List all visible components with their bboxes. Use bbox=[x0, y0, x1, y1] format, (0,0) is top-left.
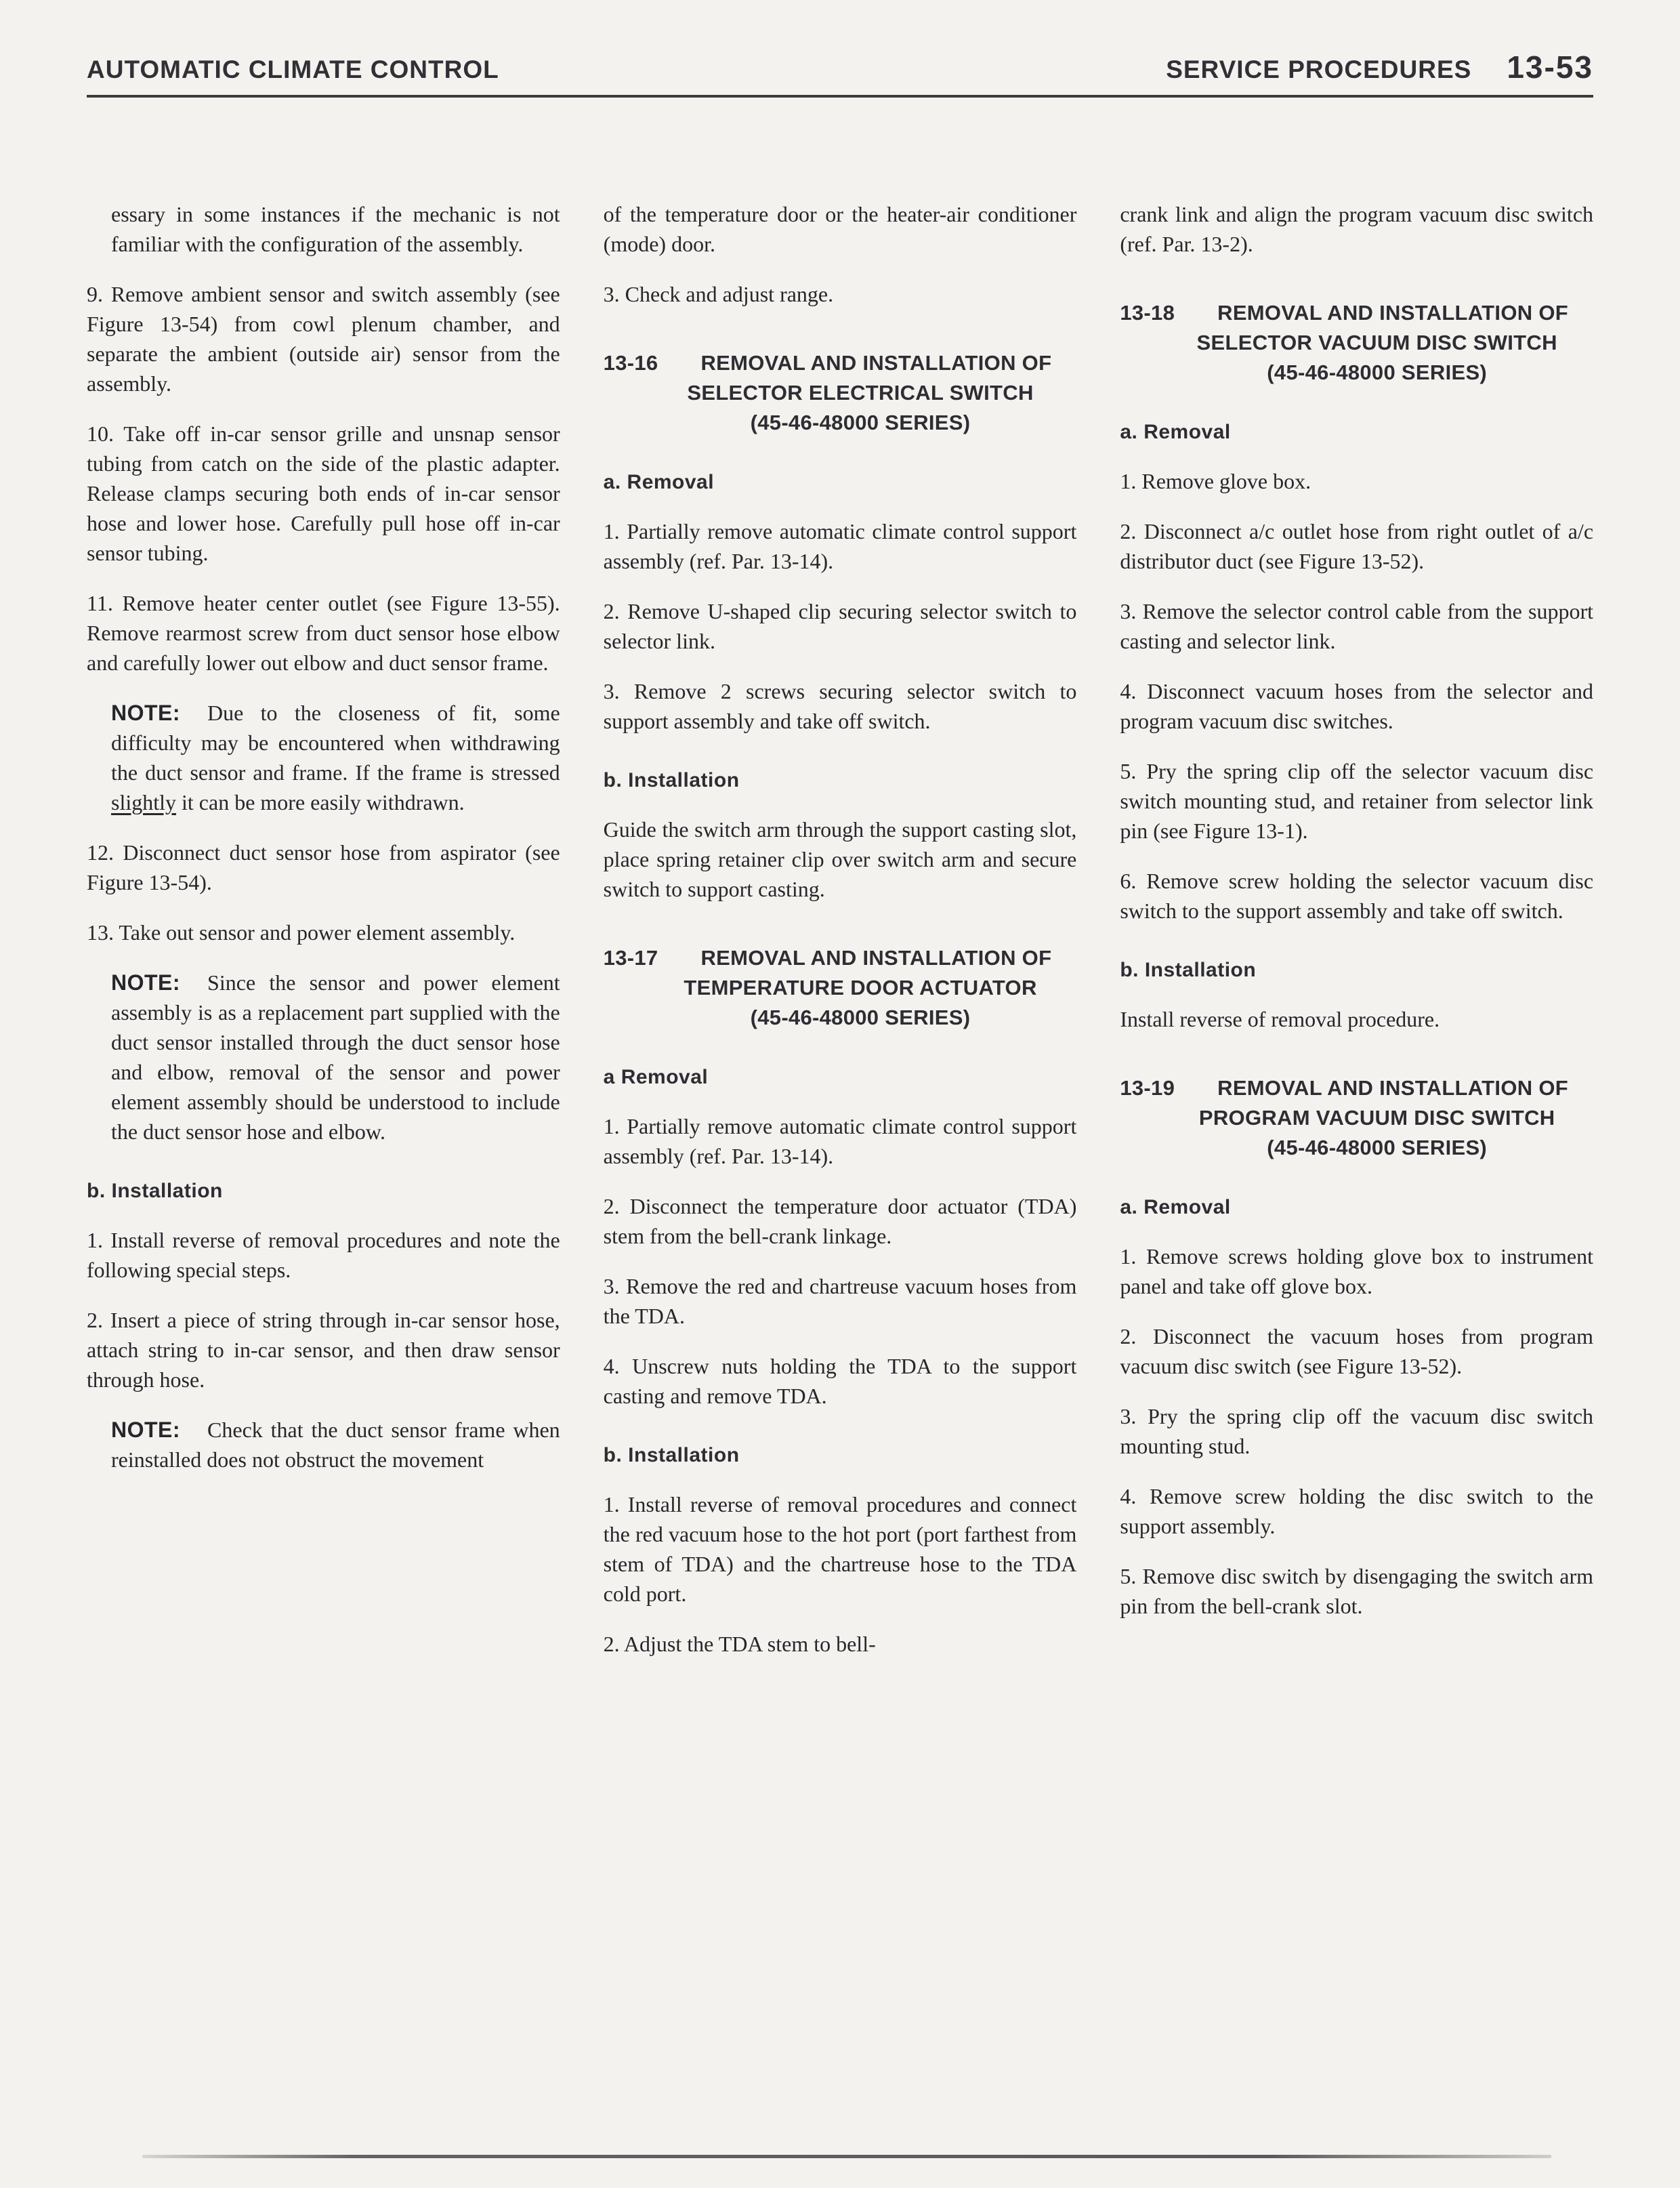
section-title-line: (45-46-48000 SERIES) bbox=[1267, 360, 1488, 384]
paragraph: 9. Remove ambient sensor and switch assembly (see Figure 13-54) from cowl plenum chamber, and separate the ambient (outside air) sensor from the assembly. bbox=[87, 282, 560, 396]
section-number: 13-19 bbox=[1120, 1076, 1175, 1100]
subheading-installation: b. Installation bbox=[603, 1444, 740, 1466]
paragraph: 1. Install reverse of removal procedures and connect the red vacuum hose to the hot port (port farthest from stem of TDA) and the chartreuse hose to the TDA cold port. bbox=[603, 1492, 1077, 1606]
paragraph: 2. Adjust the TDA stem to bell- bbox=[603, 1632, 876, 1656]
paragraph: 3. Remove the red and chartreuse vacuum hoses from the TDA. bbox=[603, 1274, 1077, 1328]
header-right bbox=[1166, 49, 1593, 85]
text-columns bbox=[87, 199, 1593, 1679]
note-label: NOTE: bbox=[111, 1418, 181, 1442]
paragraph: 12. Disconnect duct sensor hose from aspirator (see Figure 13-54). bbox=[87, 840, 560, 894]
note-text: it can be more easily withdrawn. bbox=[176, 790, 465, 814]
subheading-installation: b. Installation bbox=[87, 1180, 223, 1202]
section-heading-13-16 bbox=[604, 348, 1077, 438]
column-1 bbox=[87, 199, 560, 1679]
section-title-line: (45-46-48000 SERIES) bbox=[750, 1006, 971, 1029]
section-title-line: (45-46-48000 SERIES) bbox=[1267, 1136, 1488, 1159]
paragraph: 1. Partially remove automatic climate control support assembly (ref. Par. 13-14). bbox=[603, 1114, 1077, 1168]
page-header bbox=[87, 49, 1593, 85]
paragraph: 2. Insert a piece of string through in-car sensor hose, attach string to in-car sensor, and then draw sensor through hose. bbox=[87, 1308, 560, 1392]
note-text: Due to the closeness of fit, some difficulty may be encountered when withdrawing the duct sensor and frame. If the frame is stressed bbox=[111, 701, 560, 785]
paragraph: 10. Take off in-car sensor grille and unsnap sensor tubing from catch on the side of the plastic adapter. Release clamps securing both ends of in-car sensor hose and lower hose. Carefully pull hose off in-car sensor tubing. bbox=[87, 421, 560, 565]
paragraph: 5. Pry the spring clip off the selector vacuum disc switch mounting stud, and retainer from selector link pin (see Figure 13-1). bbox=[1120, 759, 1594, 843]
paragraph: 2. Remove U-shaped clip securing selector switch to selector link. bbox=[603, 599, 1077, 653]
column-3 bbox=[1120, 199, 1593, 1679]
header-right-title: SERVICE PROCEDURES bbox=[1166, 56, 1472, 83]
paragraph: 4. Disconnect vacuum hoses from the selector and program vacuum disc switches. bbox=[1120, 679, 1594, 733]
note bbox=[111, 698, 560, 817]
paragraph: 1. Remove glove box. bbox=[1120, 469, 1311, 493]
paragraph: essary in some instances if the mechanic is not familiar with the configuration of the assembly. bbox=[111, 202, 560, 256]
subheading-removal: a Removal bbox=[603, 1066, 709, 1088]
subheading-installation: b. Installation bbox=[1120, 959, 1257, 981]
paragraph: 1. Partially remove automatic climate control support assembly (ref. Par. 13-14). bbox=[603, 519, 1077, 573]
section-number: 13-18 bbox=[1120, 301, 1175, 325]
paragraph: 11. Remove heater center outlet (see Figure 13-55). Remove rearmost screw from duct sensor hose elbow and carefully lower out elbow and duct sensor frame. bbox=[87, 591, 560, 675]
note bbox=[111, 1415, 560, 1474]
section-title-line: REMOVAL AND INSTALLATION OF bbox=[1217, 1076, 1568, 1100]
note-label: NOTE: bbox=[111, 701, 181, 725]
section-title-line: REMOVAL AND INSTALLATION OF bbox=[700, 351, 1052, 375]
note-text: Since the sensor and power element assembly is as a replacement part supplied with the duct sensor installed through the duct sensor hose and elbow, removal of the sensor and power element assembly should be understood to include the duct sensor hose and elbow. bbox=[111, 970, 560, 1144]
note-label: NOTE: bbox=[111, 970, 181, 995]
subheading-removal: a. Removal bbox=[1120, 421, 1231, 443]
paragraph: 13. Take out sensor and power element assembly. bbox=[87, 920, 516, 945]
section-heading-13-19 bbox=[1120, 1073, 1593, 1163]
section-title-line: SELECTOR ELECTRICAL SWITCH bbox=[687, 381, 1034, 405]
paragraph: 2. Disconnect the vacuum hoses from program vacuum disc switch (see Figure 13-52). bbox=[1120, 1324, 1594, 1378]
paragraph: 3. Check and adjust range. bbox=[603, 282, 834, 306]
paragraph: Guide the switch arm through the support casting slot, place spring retainer clip over switch arm and secure switch to support casting. bbox=[603, 817, 1077, 901]
section-number: 13-16 bbox=[603, 351, 658, 375]
paragraph: 1. Remove screws holding glove box to instrument panel and take off glove box. bbox=[1120, 1244, 1594, 1298]
section-title-line: TEMPERATURE DOOR ACTUATOR bbox=[684, 976, 1037, 999]
subheading-removal: a. Removal bbox=[1120, 1196, 1231, 1218]
paragraph: 2. Disconnect the temperature door actuator (TDA) stem from the bell-crank linkage. bbox=[603, 1194, 1077, 1248]
scan-artifact-line bbox=[142, 2155, 1551, 2158]
paragraph: 6. Remove screw holding the selector vacuum disc switch to the support assembly and take off switch. bbox=[1120, 869, 1594, 923]
section-heading-13-18 bbox=[1120, 298, 1593, 388]
note-underlined-word: slightly bbox=[111, 790, 177, 814]
section-title-line: REMOVAL AND INSTALLATION OF bbox=[1217, 301, 1568, 325]
column-2 bbox=[604, 199, 1077, 1679]
section-heading-line bbox=[1120, 1073, 1593, 1103]
paragraph: 2. Disconnect a/c outlet hose from right outlet of a/c distributor duct (see Figure 13-52). bbox=[1120, 519, 1594, 573]
paragraph: Install reverse of removal procedure. bbox=[1120, 1007, 1440, 1031]
paragraph: crank link and align the program vacuum disc switch (ref. Par. 13-2). bbox=[1120, 202, 1594, 256]
section-title-line: REMOVAL AND INSTALLATION OF bbox=[700, 946, 1052, 970]
subheading-installation: b. Installation bbox=[603, 769, 740, 791]
paragraph: 1. Install reverse of removal procedures and note the following special steps. bbox=[87, 1228, 560, 1282]
paragraph: of the temperature door or the heater-air conditioner (mode) door. bbox=[603, 202, 1077, 256]
paragraph: 4. Unscrew nuts holding the TDA to the support casting and remove TDA. bbox=[603, 1354, 1077, 1408]
header-left-title: AUTOMATIC CLIMATE CONTROL bbox=[87, 56, 499, 83]
header-rule bbox=[87, 95, 1593, 98]
paragraph: 3. Remove 2 screws securing selector switch to support assembly and take off switch. bbox=[603, 679, 1077, 733]
section-heading-13-17 bbox=[604, 943, 1077, 1033]
subheading-removal: a. Removal bbox=[603, 471, 715, 493]
section-heading-line bbox=[1120, 298, 1593, 328]
page-number: 13-53 bbox=[1507, 49, 1593, 85]
note-text: Check that the duct sensor frame when reinstalled does not obstruct the movement bbox=[111, 1418, 560, 1472]
section-title-line: (45-46-48000 SERIES) bbox=[750, 411, 971, 434]
section-heading-line bbox=[604, 348, 1077, 378]
section-heading-line bbox=[604, 943, 1077, 973]
paragraph: 3. Remove the selector control cable from the support casting and selector link. bbox=[1120, 599, 1594, 653]
paragraph: 3. Pry the spring clip off the vacuum disc switch mounting stud. bbox=[1120, 1404, 1594, 1458]
paragraph: 4. Remove screw holding the disc switch to the support assembly. bbox=[1120, 1484, 1594, 1538]
section-title-line: SELECTOR VACUUM DISC SWITCH bbox=[1196, 331, 1557, 354]
section-number: 13-17 bbox=[603, 946, 658, 970]
note bbox=[111, 968, 560, 1147]
section-title-line: PROGRAM VACUUM DISC SWITCH bbox=[1198, 1106, 1555, 1130]
paragraph: 5. Remove disc switch by disengaging the switch arm pin from the bell-crank slot. bbox=[1120, 1564, 1594, 1618]
